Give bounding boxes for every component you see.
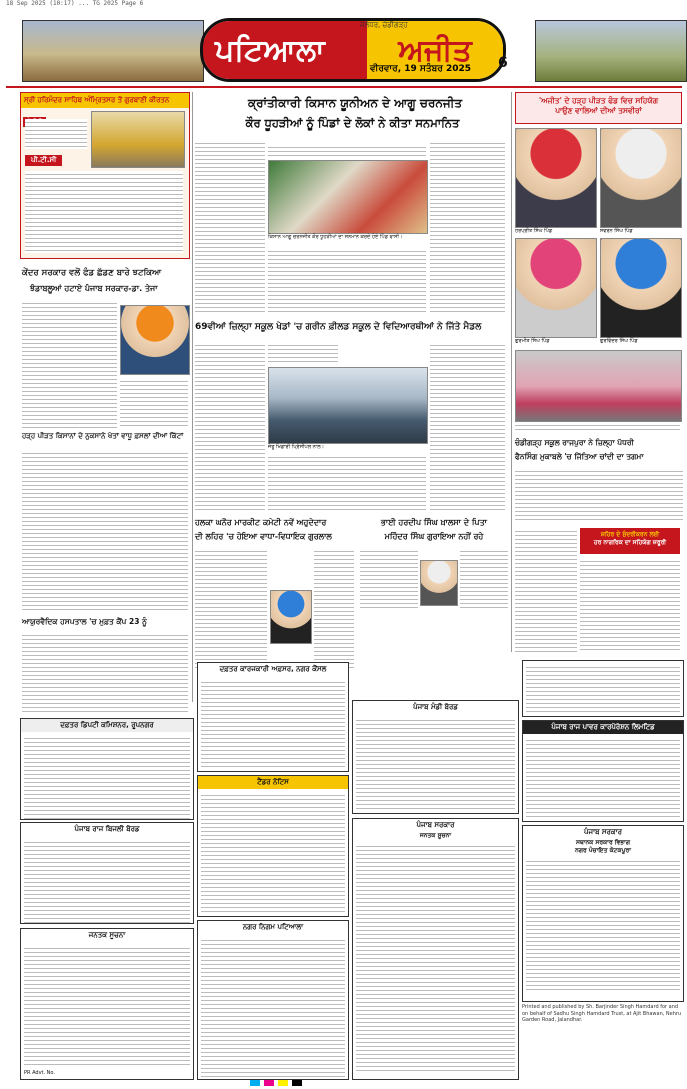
lead-col1	[195, 140, 265, 315]
story-left2-body	[22, 450, 188, 610]
right-feature-header	[515, 92, 682, 124]
sports-col1	[195, 342, 265, 512]
city-name: ਪਟਿਆਲਾ	[203, 21, 367, 79]
ad5-body	[526, 737, 680, 819]
right-story2-body	[515, 468, 683, 523]
ad-council	[197, 662, 349, 772]
ad-dc-office	[20, 718, 194, 820]
imprint-footer: Printed and published by Sh. Barjinder Singh Hamdard for and on behalf of Sadhu Singh Hamdard Trust, at Ajit Bhawan, Nehru Garden Road, Jalandhar.	[522, 1004, 682, 1023]
lead-col3	[268, 248, 426, 314]
ad-pspcl-board	[20, 822, 194, 924]
ad-right-top	[522, 660, 684, 717]
story-left2-headline: ਹੜ੍ਹ ਪੀੜਤ ਕਿਸਾਨਾਂ ਦੇ ਨੁਕਸਾਨੇ ਖੇਤਾਂ ਵਾਧੂ ਫ਼ਸਲਾਂ ਦੀਆਂ ਕਿੱਟਾਂ	[22, 432, 184, 440]
cyan-swatch	[250, 1080, 260, 1086]
ad-tender-center	[197, 775, 349, 917]
brand-name: ਅਜੀਤ	[367, 21, 503, 79]
ad6-subtitle2: ਨਗਰ ਪੰਚਾਇਤ ਕੋਟਕਪੂਰਾ	[575, 847, 631, 854]
ad8-footer: PR Advt. No.	[24, 1070, 55, 1076]
left-ad-text	[25, 119, 87, 149]
ad10-title: ਨਗਰ ਨਿਗਮ ਪਟਿਆਲਾ	[242, 923, 304, 931]
lead-headline-2: ਕੌਰ ਧੂਹੜੀਆਂ ਨੂੰ ਪਿੰਡਾਂ ਦੇ ਲੋਕਾਂ ਨੇ ਕੀਤਾ ਸਨਮਾਨਿਤ	[245, 116, 460, 130]
edition-text: ਜਲੰਧਰ, ਚੰਡੀਗੜ੍ਹ	[360, 21, 408, 29]
notice-line1: ਸ਼ਹਿਰ ਦੇ ਸੁੰਦਰੀਕਰਨ ਲਈ	[600, 531, 660, 538]
lead-col4	[430, 140, 505, 315]
donor-caption-3: ਗੁਰਮੀਤ ਸਿੰਘ ਪਿੰਡ	[515, 338, 550, 344]
print-slug: 18 Sep 2025 (10:17) ... TG 2025 Page 6	[6, 0, 144, 7]
golden-temple-image	[91, 111, 185, 168]
donor-portrait-2	[600, 128, 682, 228]
story-mid2-headline-2: ਦੀ ਲਹਿਰ 'ਚ ਹੋਇਆ ਵਾਧਾ-ਵਿਧਾਇਕ ਗੁਰਲਾਲ	[195, 532, 332, 541]
column-rule	[511, 92, 512, 652]
sports-col2	[268, 342, 338, 364]
right-story2-body2	[515, 528, 577, 653]
notice-line2: ਹਰ ਨਾਗਰਿਕ ਦਾ ਸਹਿਯੋਗ ਜ਼ਰੂਰੀ	[593, 539, 667, 546]
story-left3-body	[22, 632, 188, 712]
right-feature-headline-2: ਪਾਉਣ ਵਾਲਿਆਂ ਦੀਆਂ ਤਸਵੀਰਾਂ	[555, 106, 642, 115]
left-ad	[20, 92, 190, 259]
ad10-body	[201, 937, 345, 1077]
story-mid2-body2	[314, 548, 354, 668]
ad-municipal	[197, 920, 349, 1080]
story-left1-subhead: ਝੰਡਾਬਲੂਆਂ ਹਟਾਏ ਪੰਜਾਬ ਸਰਕਾਰ-ਡਾ. ਤੇਜਾ	[30, 284, 158, 293]
ad-left-bottom	[20, 928, 194, 1080]
ad9-title: ਟੈਂਡਰ ਨੋਟਿਸ	[198, 776, 348, 789]
ad3-title: ਦਫ਼ਤਰ ਕਾਰਜਕਾਰੀ ਅਫ਼ਸਰ, ਨਗਰ ਕੌਂਸਲ	[219, 665, 327, 673]
page-number: 6	[498, 55, 508, 71]
story-left1-body	[22, 300, 117, 428]
ad8-body	[24, 945, 190, 1067]
ad7-body	[356, 843, 515, 1071]
magenta-swatch	[264, 1080, 274, 1086]
right-feature-headline-1: 'ਅਜੀਤ' ਦੇ ਹੜ੍ਹ ਪੀੜਤ ਫੰਡ ਵਿਚ ਸਹਿਯੋਗ	[538, 96, 659, 105]
left-ad-label2: ਪੀ.ਟੀ.ਸੀ	[25, 155, 62, 166]
ad-right-top-body	[526, 664, 680, 712]
donor-caption-4: ਗੁਰਵਿੰਦਰ ਸਿੰਘ ਪਿੰਡ	[600, 338, 638, 344]
ad6-title: ਪੰਜਾਬ ਸਰਕਾਰ	[583, 828, 622, 836]
story-mid3-body	[360, 548, 418, 608]
lead-headline-1: ਕ੍ਰਾਂਤੀਕਾਰੀ ਕਿਸਾਨ ਯੂਨੀਅਨ ਦੇ ਆਗੂ ਚਰਨਜੀਤ	[247, 96, 463, 110]
ad-mandi-board	[352, 700, 519, 814]
ad1-body	[24, 735, 190, 819]
sports-col3	[268, 454, 426, 512]
sports-headline: 69ਵੀਆਂ ਜ਼ਿਲ੍ਹਾ ਸਕੂਲ ਖੇਡਾਂ 'ਚ ਗਰੀਨ ਫ਼ੀਲਡ ਸਕੂਲ ਦੇ ਵਿਦਿਆਰਥੀਆਂ ਨੇ ਜਿੱਤੇ ਮੈਡਲ	[195, 322, 482, 332]
yellow-swatch	[278, 1080, 288, 1086]
fencing-team-photo	[515, 350, 682, 422]
lead-caption: ਕਿਸਾਨ ਆਗੂ ਚਰਨਜੀਤ ਕੌਰ ਧੂਹੜੀਆਂ ਦਾ ਸਨਮਾਨ ਕਰਦੇ ਹੋਏ ਪਿੰਡ ਵਾਸੀ।	[268, 234, 403, 240]
story-mid3-headline-1: ਭਾਈ ਹਰਦੀਪ ਸਿੰਘ ਖ਼ਾਲਸਾ ਦੇ ਪਿਤਾ	[381, 518, 487, 527]
ad7-title: ਪੰਜਾਬ ਸਰਕਾਰ	[416, 821, 455, 829]
sports-col4	[430, 342, 505, 512]
right-story2-body3	[580, 558, 680, 653]
ad8-title: ਜਨਤਕ ਸੂਚਨਾ	[88, 931, 126, 939]
ad9-body	[201, 792, 345, 912]
ad7-subtitle: ਜਨਤਕ ਸੂਚਨਾ	[419, 832, 452, 839]
story-left3-headline: ਆਯੁਰਵੈਦਿਕ ਹਸਪਤਾਲ 'ਚ ਮੁਫ਼ਤ ਕੈਂਪ 23 ਨੂੰ	[22, 617, 147, 626]
sports-photo	[268, 367, 428, 444]
masthead-left-photo	[22, 20, 204, 82]
sports-caption: ਜੇਤੂ ਖਿਡਾਰੀ ਪ੍ਰਿੰਸੀਪਲ ਨਾਲ।	[268, 444, 324, 450]
ad2-body	[24, 839, 190, 923]
story-mid3-headline-2: ਮਹਿੰਦਰ ਸਿੰਘ ਗੁਰਾਇਆ ਨਹੀਂ ਰਹੇ	[384, 532, 484, 541]
donor-portrait-4	[600, 238, 682, 338]
story-left1-headline: ਕੇਂਦਰ ਸਰਕਾਰ ਵਲੋਂ ਫੰਡ ਛੱਡਣ ਬਾਰੇ ਝਟਕਿਆ	[22, 268, 162, 278]
story-mid2-body	[195, 548, 267, 668]
donor-portrait-3	[515, 238, 597, 338]
black-swatch	[292, 1080, 302, 1086]
ad5-title: ਪੰਜਾਬ ਰਾਜ ਪਾਵਰ ਕਾਰਪੋਰੇਸ਼ਨ ਲਿਮਟਿਡ	[523, 721, 683, 734]
column-rule	[192, 92, 193, 702]
ad4-title: ਪੰਜਾਬ ਮੰਡੀ ਬੋਰਡ	[413, 703, 458, 711]
cleanliness-notice	[580, 528, 680, 554]
ad6-body	[526, 858, 680, 990]
registration-bar	[250, 1080, 450, 1086]
masthead-rule	[6, 86, 682, 88]
ad-pspcl	[522, 720, 684, 822]
ad-punjab-govt-2	[522, 825, 684, 1002]
story-left1-body2	[120, 378, 188, 428]
right-story2-headline-2: ਫੈਨਸਿੰਗ ਮੁਕਾਬਲੇ 'ਚ ਜਿੱਤਿਆ ਚਾਂਦੀ ਦਾ ਤਗਮਾ	[515, 452, 644, 461]
right-story2-headline-1: ਚੰਡੀਗੜ੍ਹ ਸਕੂਲ ਰਾਜਪੁਰਾ ਨੇ ਜ਼ਿਲ੍ਹਾ ਪੱਧਰੀ	[515, 438, 634, 447]
left-ad-body	[25, 171, 183, 253]
story-mid3-body2	[460, 548, 508, 608]
donor-caption-2: ਸਵਰਨ ਸਿੰਘ ਪਿੰਡ	[600, 228, 633, 234]
donor-caption-1: ਹਰਪ੍ਰੀਤ ਸਿੰਘ ਪਿੰਡ	[515, 228, 553, 234]
elder-portrait	[420, 560, 458, 606]
lead-col2	[268, 144, 426, 158]
lead-photo	[268, 160, 428, 234]
masthead-right-photo	[535, 20, 687, 82]
mla-portrait	[270, 590, 312, 644]
issue-date: ਵੀਰਵਾਰ, 19 ਸਤੰਬਰ 2025	[370, 64, 472, 74]
ad-punjab-govt-1	[352, 818, 519, 1080]
ad6-subtitle: ਸਥਾਨਕ ਸਰਕਾਰ ਵਿਭਾਗ	[575, 839, 631, 846]
ad3-body	[201, 679, 345, 769]
story-mid2-headline-1: ਹਲਕਾ ਘਨੌਰ ਮਾਰਕੀਟ ਕਮੇਟੀ ਨਵੇਂ ਅਹੁਦੇਦਾਰ	[195, 518, 327, 527]
ad2-title: ਪੰਜਾਬ ਰਾਜ ਬਿਜਲੀ ਬੋਰਡ	[74, 825, 140, 833]
ad4-body	[356, 717, 515, 811]
politician-portrait	[120, 305, 190, 375]
ad1-title: ਦਫ਼ਤਰ ਡਿਪਟੀ ਕਮਿਸ਼ਨਰ, ਰੂਪਨਗਰ	[21, 719, 193, 732]
donor-portrait-1	[515, 128, 597, 228]
fencing-photo-caption	[515, 422, 680, 432]
left-ad-header: ਸ੍ਰੀ ਹਰਿਮੰਦਰ ਸਾਹਿਬ ਅੰਮ੍ਰਿਤਸਰ ਤੋਂ ਗੁਰਬਾਣੀ ਕੀਰਤਨ	[21, 93, 189, 108]
